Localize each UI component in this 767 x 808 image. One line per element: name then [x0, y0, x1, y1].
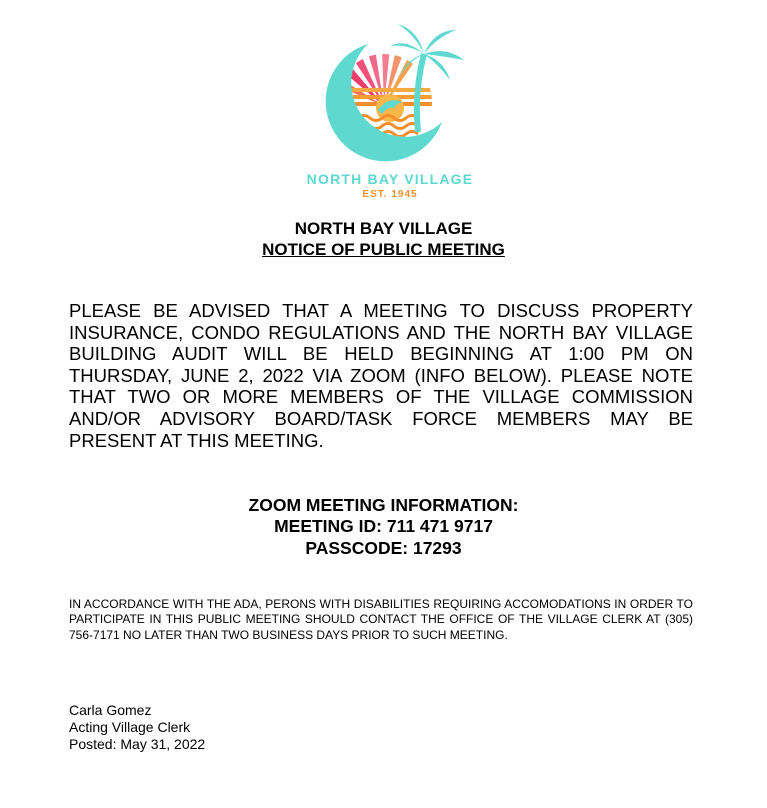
- signature-role: Acting Village Clerk: [69, 719, 191, 735]
- zoom-passcode: PASSCODE: 17293: [305, 538, 462, 558]
- ada-notice: IN ACCORDANCE WITH THE ADA, PERONS WITH DISABILITIES REQUIRING ACCOMODATIONS IN ORDER TO PARTICIPATE IN THIS PUBLIC MEETING SHOULD CONTACT THE OFFICE OF THE VILLAGE CLERK AT (305) 756-7171 NO LATER THAN TWO BUSINESS DAYS PRIOR TO SUCH MEETING.: [69, 597, 693, 642]
- logo-village-name: NORTH BAY VILLAGE: [306, 171, 474, 187]
- signature-name: Carla Gomez: [69, 702, 152, 718]
- zoom-info-heading: ZOOM MEETING INFORMATION:: [248, 495, 519, 515]
- notice-subtitle-text: NOTICE OF PUBLIC MEETING: [262, 240, 505, 259]
- notice-subtitle: [0, 240, 767, 260]
- village-logo: [290, 14, 490, 204]
- logo-established-year: EST. 1945: [362, 189, 418, 200]
- meeting-announcement-paragraph: PLEASE BE ADVISED THAT A MEETING TO DISCUSS PROPERTY INSURANCE, CONDO REGULATIONS AND THE NORTH BAY VILLAGE BUILDING AUDIT WILL BE HELD BEGINNING AT 1:00 PM ON THURSDAY, JUNE 2, 2022 VIA ZOOM (INFO BELOW). PLEASE NOTE THAT TWO OR MORE MEMBERS OF THE VILLAGE COMMISSION AND/OR ADVISORY BOARD/TASK FORCE MEMBERS MAY BE PRESENT AT THIS MEETING.: [69, 300, 693, 451]
- posted-date: Posted: May 31, 2022: [69, 736, 206, 752]
- palm-tree-sunset-dolphin-logo-icon: [290, 14, 490, 169]
- zoom-meeting-id: MEETING ID: 711 471 9717: [274, 516, 493, 536]
- page-title: NORTH BAY VILLAGE: [294, 219, 473, 238]
